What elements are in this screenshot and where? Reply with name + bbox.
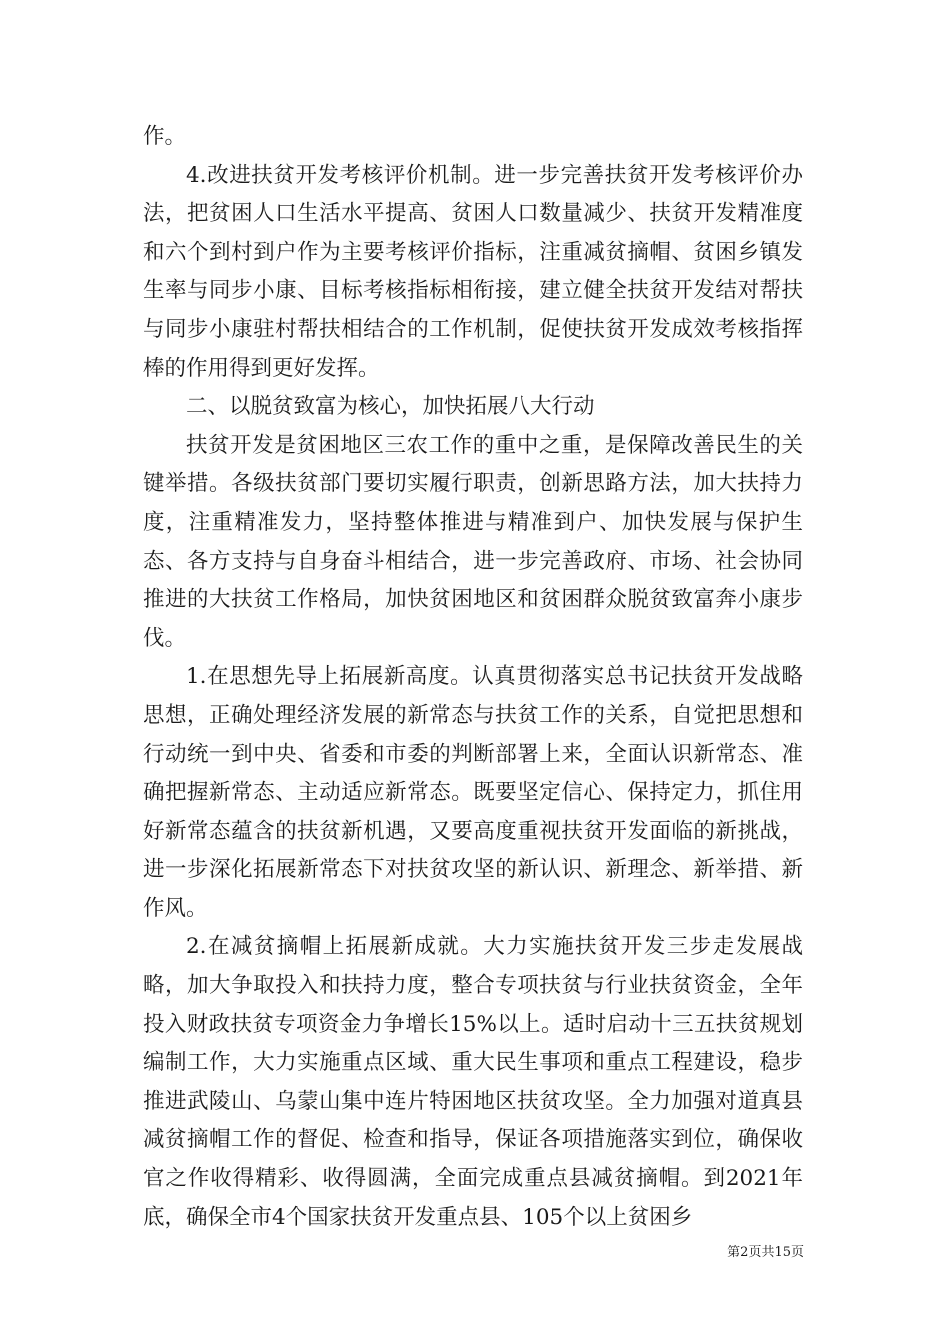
- paragraph: 作。: [143, 124, 187, 149]
- paragraph: 4.改进扶贫开发考核评价机制。进一步完善扶贫开发考核评价办法，把贫困人口生活水平提高、贫困人口数量减少、扶贫开发精准度和六个到村到户作为主要考核评价指标，注重减贫摘帽、贫困乡镇发生率与同步小康、目标考核指标相衔接，建立健全扶贫开发结对帮扶与同步小康驻村帮扶相结合的工作机制，促使扶贫开发成效考核指挥棒的作用得到更好发挥。: [143, 162, 803, 381]
- document-body: [143, 118, 803, 1237]
- paragraph: 扶贫开发是贫困地区三农工作的重中之重，是保障改善民生的关键举措。各级扶贫部门要切实履行职责，创新思路方法，加大扶持力度，注重精准发力，坚持整体推进与精准到户、加快发展与保护生态、各方支持与自身奋斗相结合，进一步完善政府、市场、社会协同推进的大扶贫工作格局，加快贫困地区和贫困群众脱贫致富奔小康步伐。: [143, 432, 803, 651]
- paragraph: 二、以脱贫致富为核心，加快拓展八大行动: [186, 394, 595, 420]
- page-number: 第2页共15页: [727, 1245, 804, 1260]
- paragraph: 1.在思想先导上拓展新高度。认真贯彻落实总书记扶贫开发战略思想，正确处理经济发展的新常态与扶贫工作的关系，自觉把思想和行动统一到中央、省委和市委的判断部署上来，全面认识新常态、准确把握新常态、主动适应新常态。既要坚定信心、保持定力，抓住用好新常态蕴含的扶贫新机遇，又要高度重视扶贫开发面临的新挑战，进一步深化拓展新常态下对扶贫攻坚的新认识、新理念、新举措、新作风。: [143, 664, 803, 921]
- paragraph: 2.在减贫摘帽上拓展新成就。大力实施扶贫开发三步走发展战略，加大争取投入和扶持力度，整合专项扶贫与行业扶贫资金，全年投入财政扶贫专项资金力争增长15%以上。适时启动十三五扶贫规划编制工作，大力实施重点区域、重大民生事项和重点工程建设，稳步推进武陵山、乌蒙山集中连片特困地区扶贫攻坚。全力加强对道真县减贫摘帽工作的督促、检查和指导，保证各项措施落实到位，确保收官之作收得精彩、收得圆满，全面完成重点县减贫摘帽。到2021年底，确保全市4个国家扶贫开发重点县、105个以上贫困乡: [143, 934, 803, 1230]
